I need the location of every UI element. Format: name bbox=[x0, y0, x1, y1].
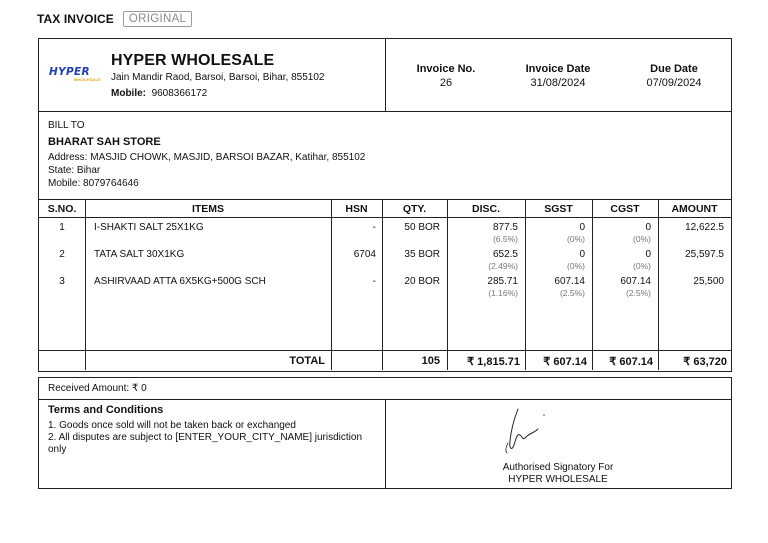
page-heading bbox=[37, 9, 192, 29]
row3-qty: 20 BOR bbox=[404, 276, 440, 287]
received-amount-section bbox=[38, 377, 732, 400]
customer-address: Address: MASJID CHOWK, MASJID, BARSOI BAZAR, Katihar, 855102 bbox=[48, 152, 366, 163]
row2-cgst-pct: (0%) bbox=[633, 261, 651, 271]
col-header-sno: S.NO. bbox=[47, 203, 77, 215]
row1-cgst: 0 bbox=[645, 222, 651, 233]
row3-item: ASHIRVAAD ATTA 6X5KG+500G SCH bbox=[94, 276, 266, 287]
row2-sno: 2 bbox=[59, 249, 65, 260]
row1-sgst-pct: (0%) bbox=[567, 234, 585, 244]
row3-cgst: 607.14 bbox=[620, 276, 651, 287]
company-logo bbox=[49, 66, 101, 84]
customer-mobile: Mobile: 8079764646 bbox=[48, 178, 139, 189]
column-divider bbox=[85, 200, 86, 370]
row2-item: TATA SALT 30X1KG bbox=[94, 249, 185, 260]
terms-title: Terms and Conditions bbox=[48, 404, 164, 416]
original-badge: ORIGINAL bbox=[123, 11, 192, 27]
row1-sgst: 0 bbox=[579, 222, 585, 233]
row3-disc-pct: (1.16%) bbox=[488, 288, 518, 298]
logo-sub-text: WHOLESALE bbox=[73, 77, 101, 82]
business-mobile bbox=[111, 88, 207, 99]
invoice-date: 31/08/2024 bbox=[530, 77, 586, 89]
signatory-label: Authorised Signatory For bbox=[502, 462, 614, 473]
row2-disc: 652.5 bbox=[492, 249, 518, 260]
business-address: Jain Mandir Raod, Barsoi, Barsoi, Bihar, 855102 bbox=[111, 72, 325, 83]
signatory-company: HYPER WHOLESALE bbox=[508, 474, 608, 485]
row3-amount: 25,500 bbox=[693, 276, 724, 287]
total-sgst: ₹ 607.14 bbox=[543, 356, 587, 368]
business-mobile-label: Mobile: bbox=[111, 88, 146, 99]
row3-hsn: - bbox=[372, 276, 376, 287]
header-divider bbox=[385, 39, 386, 111]
business-mobile-number: 9608366172 bbox=[151, 88, 208, 99]
total-label: TOTAL bbox=[289, 355, 325, 367]
business-name: HYPER WHOLESALE bbox=[111, 52, 275, 69]
col-header-amount: AMOUNT bbox=[671, 203, 718, 215]
due-date-block bbox=[629, 63, 719, 89]
row2-cgst: 0 bbox=[645, 249, 651, 260]
row1-cgst-pct: (0%) bbox=[633, 234, 651, 244]
terms-line-2: 2. All disputes are subject to [ENTER_YOUR_CITY_NAME] jurisdiction only bbox=[48, 432, 363, 455]
received-amount: Received Amount: ₹ 0 bbox=[48, 383, 147, 394]
col-header-items: ITEMS bbox=[191, 203, 225, 215]
invoice-date-label: Invoice Date bbox=[525, 63, 591, 75]
total-disc: ₹ 1,815.71 bbox=[467, 356, 520, 368]
row1-hsn: - bbox=[372, 222, 376, 233]
header-row-divider bbox=[39, 217, 731, 218]
col-header-qty: QTY. bbox=[402, 203, 427, 215]
invoice-document bbox=[38, 38, 732, 489]
invoice-number-label: Invoice No. bbox=[416, 63, 476, 75]
invoice-date-block bbox=[513, 63, 603, 89]
row2-sgst-pct: (0%) bbox=[567, 261, 585, 271]
due-date: 07/09/2024 bbox=[646, 77, 702, 89]
total-cgst: ₹ 607.14 bbox=[609, 356, 653, 368]
total-qty: 105 bbox=[421, 355, 440, 367]
items-table bbox=[38, 200, 732, 372]
col-header-disc: DISC. bbox=[471, 203, 500, 215]
row1-item: I-SHAKTI SALT 25X1KG bbox=[94, 222, 204, 233]
bill-to-heading: BILL TO bbox=[48, 120, 85, 131]
row1-qty: 50 BOR bbox=[404, 222, 440, 233]
row3-cgst-pct: (2.5%) bbox=[625, 288, 651, 298]
row1-disc: 877.5 bbox=[492, 222, 518, 233]
row3-sno: 3 bbox=[59, 276, 65, 287]
row2-qty: 35 BOR bbox=[404, 249, 440, 260]
invoice-number-block bbox=[401, 63, 491, 89]
total-row-divider bbox=[39, 350, 731, 351]
logo-main-text: HYPER bbox=[49, 66, 90, 78]
col-header-sgst: SGST bbox=[544, 203, 573, 215]
col-header-hsn: HSN bbox=[345, 203, 368, 215]
due-date-label: Due Date bbox=[650, 63, 698, 75]
row3-sgst: 607.14 bbox=[554, 276, 585, 287]
terms-line-1: 1. Goods once sold will not be taken back or exchanged bbox=[48, 420, 296, 431]
customer-name: BHARAT SAH STORE bbox=[48, 136, 161, 148]
document-title: TAX INVOICE bbox=[37, 12, 114, 26]
row1-disc-pct: (6.5%) bbox=[492, 234, 518, 244]
row1-amount: 12,622.5 bbox=[685, 222, 724, 233]
invoice-number: 26 bbox=[439, 77, 453, 89]
row2-sgst: 0 bbox=[579, 249, 585, 260]
terms-and-signature-section bbox=[38, 399, 732, 489]
col-header-cgst: CGST bbox=[610, 203, 640, 215]
total-amount: ₹ 63,720 bbox=[683, 356, 727, 368]
row2-amount: 25,597.5 bbox=[685, 249, 724, 260]
row2-disc-pct: (2.49%) bbox=[488, 261, 518, 271]
bill-to-section bbox=[38, 112, 732, 200]
row3-sgst-pct: (2.5%) bbox=[559, 288, 585, 298]
signature-icon bbox=[498, 405, 558, 455]
customer-state: State: Bihar bbox=[48, 165, 101, 176]
invoice-header bbox=[38, 38, 732, 112]
row3-disc: 285.71 bbox=[487, 276, 518, 287]
row1-sno: 1 bbox=[59, 222, 65, 233]
row2-hsn: 6704 bbox=[353, 249, 376, 260]
